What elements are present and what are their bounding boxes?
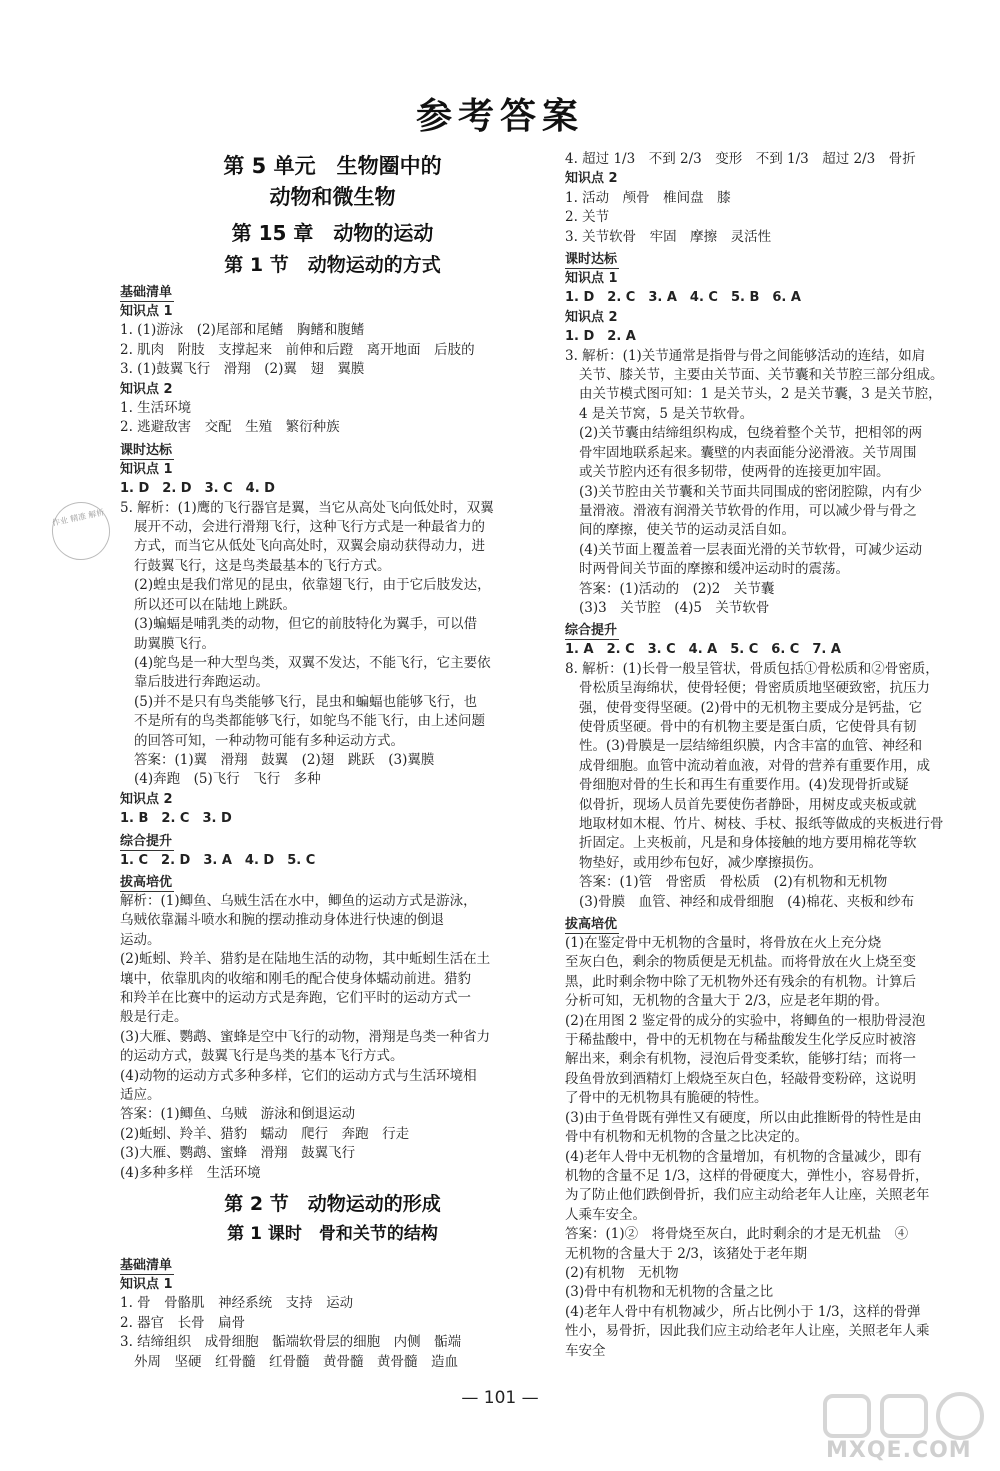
answer-line: 关节、膝关节，主要由关节面、关节囊和关节腔三部分组成。: [579, 367, 944, 384]
answer-line: 骨中有机物和无机物的含量之比决定的。: [565, 1129, 808, 1146]
section-1-answers: [120, 280, 545, 1183]
answer-line: 或关节腔内还有很多韧带，使两骨的连接更加牢固。: [579, 464, 890, 481]
answer-line: 了骨中的无机物具有脆硬的特性。: [565, 1090, 768, 1107]
answer-line: 解析：(1)鲫鱼、乌贼生活在水中，鲫鱼的运动方式是游泳，: [120, 892, 477, 909]
knowledge-point-line: 知识点 1: [120, 461, 173, 477]
section-label-row: [565, 247, 983, 269]
answer-line: (2)关节囊由结缔组织构成，包绕着整个关节，把相邻的两: [579, 425, 923, 442]
answer-line: 不是所有的鸟类都能够飞行，如鸵鸟不能飞行，由上述问题: [134, 713, 485, 730]
answer-line: 性小，易骨折，因此我们应主动给老年人让座，关照老年人乘: [565, 1323, 930, 1340]
section-2-answers: [120, 1253, 545, 1372]
answer-line: 地取材如木棍、竹片、树枝、手杖、报纸等做成的夹板进行骨: [579, 816, 944, 832]
answer-line: 8. 解析：(1)长骨一般呈管状，骨质包括①骨松质和②骨密质，: [565, 660, 939, 677]
answer-line: (3)骨膜 血管、神经和成骨细胞 (4)棉花、夹板和纱布: [579, 893, 915, 910]
answer-line: 无机物的含量大于 2/3，该猪处于老年期: [565, 1245, 808, 1262]
section-label: 综合提升: [120, 833, 173, 849]
knowledge-point-line: 知识点 2: [120, 381, 173, 397]
answer-line: 机物的含量不足 1/3，这样的骨硬度大，弹性小，容易骨折，: [565, 1167, 929, 1184]
answer-line: 2. 器官 长骨 扁骨: [120, 1314, 246, 1331]
answer-line: (4)关节面上覆盖着一层表面光滑的关节软骨，可减少运动: [579, 541, 923, 558]
answer-line: 时两骨间关节面的摩擦和缓冲运动时的震荡。: [579, 561, 849, 578]
section-label: 课时达标: [565, 252, 618, 268]
section-label-row: [120, 870, 545, 892]
watermark-text: MXQE.COM: [826, 1438, 972, 1463]
answer-line: 2. 关节: [565, 209, 610, 226]
right-column: [565, 150, 983, 1361]
knowledge-point-line: 1. C 2. D 3. A 4. D 5. C: [120, 852, 316, 868]
answer-line: 4 是关节窝，5 是关节软骨。: [579, 405, 754, 422]
section-label: 拔高培优: [565, 917, 618, 933]
answer-line: 间的摩擦，使关节的运动灵活自如。: [579, 522, 795, 539]
answer-line: 似骨折，现场人员首先要使伤者静卧，用树皮或夹板或就: [579, 796, 917, 813]
answer-line: (4)鸵鸟是一种大型鸟类，双翼不发达，不能飞行，它主要依: [134, 654, 491, 671]
answer-line: (2)蝗虫是我们常见的昆虫，依靠翅飞行，由于它后肢发达，: [134, 577, 491, 594]
answer-line: 使骨质坚硬。骨中的有机物主要是蛋白质，它使骨具有韧: [579, 718, 917, 735]
answer-line: 骨牢固地联系起来。囊壁的内表面能分泌滑液。关节周围: [579, 444, 917, 461]
section-label-row: [565, 912, 983, 934]
answer-line: 适应。: [120, 1087, 161, 1104]
answer-line: 的运动方式，鼓翼飞行是鸟类的基本飞行方式。: [120, 1048, 404, 1065]
answer-line: 和羚羊在比赛中的运动方式是奔跑，它们平时的运动方式一: [120, 990, 471, 1006]
knowledge-point-line: 知识点 1: [565, 271, 618, 287]
answer-line: 段鱼骨放到酒精灯上煅烧至灰白色，轻敲骨变粉碎，这说明: [565, 1070, 916, 1087]
answer-line: 外周 坚硬 红骨髓 红骨髓 黄骨髓 黄骨髓 造血: [134, 1353, 458, 1370]
answer-line: (3)骨中有机物和无机物的含量之比: [565, 1284, 774, 1301]
knowledge-point-line: 知识点 1: [120, 304, 173, 319]
answer-line: (3)大雁、鹦鹉、蜜蜂是空中飞行的动物，滑翔是鸟类一种省力: [120, 1028, 491, 1045]
answer-line: 3. 解析：(1)关节通常是指骨与骨之间能够活动的连结，如肩: [565, 347, 926, 364]
answer-line: (2)蚯蚓、羚羊、猎豹 蠕动 爬行 奔跑 行走: [120, 1125, 410, 1142]
section-label: 综合提升: [565, 623, 618, 639]
stamp-icon: [47, 497, 116, 566]
section-label-row: [120, 829, 545, 851]
answer-line: 1. (1)游泳 (2)尾部和尾鳍 胸鳍和腹鳍: [120, 322, 365, 339]
answer-line: 为了防止他们跌倒骨折，我们应主动给老年人让座，关照老年: [565, 1187, 930, 1204]
answer-line: 展开不动，会进行滑翔飞行，这种飞行方式是一种最省力的: [134, 519, 485, 536]
knowledge-point-line: 知识点 2: [565, 171, 618, 187]
answer-line: 1. 骨 骨骼肌 神经系统 支持 运动: [120, 1295, 354, 1312]
answer-line: 的回答可知，一种动物可能有多种运动方式。: [134, 732, 404, 749]
stamp-text: 作业 精准 解析: [51, 507, 106, 528]
knowledge-point-line: 知识点 1: [120, 1277, 173, 1293]
answer-line: (4)奔跑 (5)飞行 飞行 多种: [134, 771, 321, 788]
answer-line: (1)在鉴定骨中无机物的含量时，将骨放在火上充分烧: [565, 935, 882, 952]
answer-line: (3)大雁、鹦鹉、蜜蜂 滑翔 鼓翼飞行: [120, 1145, 356, 1162]
answer-line: 人乘车安全。: [565, 1206, 646, 1223]
answer-line: 答案：(1)② 将骨烧至灰白，此时剩余的才是无机盐 ④: [565, 1226, 909, 1243]
answer-line: 壤中，依靠肌肉的收缩和刚毛的配合使身体蠕动前进。猎豹: [120, 970, 471, 987]
answer-line: 骨细胞对骨的生长和再生有重要作用。(4)发现骨折或疑: [579, 777, 909, 794]
answer-line: 性。(3)骨膜是一层结缔组织膜，内含丰富的血管、神经和: [579, 738, 923, 755]
section-label-row: [565, 618, 983, 640]
knowledge-point-line: 1. B 2. C 3. D: [120, 811, 232, 827]
answer-line: 4. 超过 1/3 不到 2/3 变形 不到 1/3 超过 2/3 骨折: [565, 151, 916, 167]
knowledge-point-line: 1. D 2. C 3. A 4. C 5. B 6. A: [565, 290, 801, 306]
answer-line: 方式，而当它从低处飞向高处时，双翼会扇动获得动力，进: [134, 538, 485, 555]
answer-line: 助翼膜飞行。: [134, 635, 215, 652]
left-column: [120, 150, 545, 1372]
section-label: 基础清单: [120, 285, 173, 300]
knowledge-point-line: 1. D 2. D 3. C 4. D: [120, 481, 275, 497]
answer-line: 至灰白色，剩余的物质便是无机盐。而将骨放在火上烧至变: [565, 954, 916, 971]
answer-line: (4)多种多样 生活环境: [120, 1164, 261, 1181]
answer-line: (4)动物的运动方式多种多样，它们的运动方式与生活环境相: [120, 1067, 477, 1084]
lesson-title: 第 1 课时 骨和关节的结构: [227, 1224, 438, 1245]
chapter-title: 第 15 章 动物的运动: [231, 221, 434, 245]
section-label-row: [120, 1253, 545, 1275]
answer-line: 1. 活动 颅骨 椎间盘 膝: [565, 189, 731, 206]
answer-line: 5. 解析：(1)鹰的飞行器官是翼，当它从高处飞向低处时，双翼: [120, 499, 494, 516]
answer-line: (3)关节腔由关节囊和关节面共同围成的密闭腔隙，内有少: [579, 483, 923, 500]
knowledge-point-line: 知识点 2: [565, 309, 618, 325]
answer-line: 成骨细胞。血管中流动着血液，对骨的营养有重要作用，成: [579, 757, 930, 774]
answer-line: 于稀盐酸中，骨中的无机物在与稀盐酸发生化学反应时被溶: [565, 1032, 916, 1049]
answer-line: 由关节模式图可知：1 是关节头，2 是关节囊，3 是关节腔，: [579, 386, 942, 403]
answer-line: 答案：(1)管 骨密质 骨松质 (2)有机物和无机物: [579, 874, 888, 891]
answer-line: 量滑液。滑液有润滑关节软骨的作用，可以减少骨与骨之: [579, 502, 917, 519]
answer-line: 般是行走。: [120, 1009, 188, 1026]
section-label: 课时达标: [120, 442, 173, 458]
answer-line: 答案：(1)鲫鱼、乌贼 游泳和倒退运动: [120, 1106, 356, 1123]
answer-line: 3. (1)鼓翼飞行 滑翔 (2)翼 翅 翼膜: [120, 361, 365, 378]
answer-line: (4)老年人骨中有机物减少，所占比例小于 1/3，这样的骨弹: [565, 1303, 921, 1320]
knowledge-point-line: 知识点 2: [120, 791, 173, 807]
section-label: 基础清单: [120, 1258, 173, 1274]
answer-line: 骨松质呈海绵状，使骨轻便；骨密质质地坚硬致密，抗压力: [579, 680, 930, 697]
section-label: 拔高培优: [120, 874, 173, 890]
answer-line: 答案：(1)活动的 (2)2 关节囊: [579, 580, 775, 597]
unit-title-line-1: 第 5 单元 生物圈中的: [223, 154, 442, 178]
answer-line: 黑，此时剩余物中除了无机物外还有残余的有机物。计算后: [565, 973, 916, 990]
answer-line: (3)蝙蝠是哺乳类的动物，但它的前肢特化为翼手，可以借: [134, 616, 478, 633]
answer-line: 2. 逃避敌害 交配 生殖 繁衍种族: [120, 419, 340, 436]
answer-line: 靠后肢进行奔跑运动。: [134, 674, 269, 691]
page-title: 参考答案: [415, 96, 584, 137]
answer-line: 解出来，剩余有机物，浸泡后骨变柔软，能够打结；而将一: [565, 1051, 916, 1068]
answer-line: 乌贼依靠漏斗喷水和腕的摆动推动身体进行快速的倒退: [120, 912, 444, 929]
answer-line: 所以还可以在陆地上跳跃。: [134, 596, 296, 613]
answer-line: (2)在用图 2 鉴定骨的成分的实验中，将鲫鱼的一根肋骨浸泡: [565, 1012, 926, 1029]
section-2-title: 第 2 节 动物运动的形成: [224, 1193, 441, 1216]
answer-line: 车安全: [565, 1342, 606, 1359]
answer-line: (3)3 关节腔 (4)5 关节软骨: [579, 599, 770, 616]
answer-line: 折固定。上夹板前，凡是和身体接触的地方要用棉花等软: [579, 835, 917, 852]
answer-line: 2. 肌肉 附肢 支撑起来 前伸和后蹬 离开地面 后肢的: [120, 341, 475, 358]
section-label-row: [120, 280, 545, 302]
answer-line: 强，使骨变得坚硬。(2)骨中的无机物主要成分是钙盐，它: [579, 699, 923, 716]
answer-line: 运动。: [120, 931, 161, 948]
answer-line: (5)并不是只有鸟类能够飞行，昆虫和蝙蝠也能够飞行，也: [134, 693, 478, 710]
knowledge-point-line: 1. D 2. A: [565, 329, 636, 345]
answer-line: (4)老年人骨中无机物的含量增加，有机物的含量减少，即有: [565, 1148, 922, 1165]
answer-line: 1. 生活环境: [120, 400, 192, 417]
answer-line: 3. 关节软骨 牢固 摩擦 灵活性: [565, 228, 772, 245]
knowledge-point-line: 1. A 2. C 3. C 4. A 5. C 6. C 7. A: [565, 642, 841, 658]
page-number: — 101 —: [461, 1388, 539, 1408]
unit-title-line-2: 动物和微生物: [269, 185, 396, 209]
answer-line: 3. 结缔组织 成骨细胞 骺端软骨层的细胞 内侧 骺端: [120, 1334, 462, 1351]
answer-line: (2)蚯蚓、羚羊、猎豹是在陆地生活的动物，其中蚯蚓生活在土: [120, 951, 491, 968]
answer-line: (3)由于鱼骨既有弹性又有硬度，所以由此推断骨的特性是由: [565, 1109, 922, 1126]
section-1-title: 第 1 节 动物运动的方式: [224, 254, 441, 276]
answer-line: (2)有机物 无机物: [565, 1264, 679, 1281]
answer-line: 行鼓翼飞行，这是鸟类最基本的飞行方式。: [134, 557, 391, 574]
answer-line: 物垫好，或用纱布包好，减少摩擦损伤。: [579, 854, 822, 871]
answer-line: 答案：(1)翼 滑翔 鼓翼 (2)翅 跳跃 (3)翼膜: [134, 751, 435, 768]
section-label-row: [120, 438, 545, 460]
right-column-answers: [565, 150, 983, 1361]
answer-line: 分析可知，无机物的含量大于 2/3，应是老年期的骨。: [565, 993, 889, 1010]
